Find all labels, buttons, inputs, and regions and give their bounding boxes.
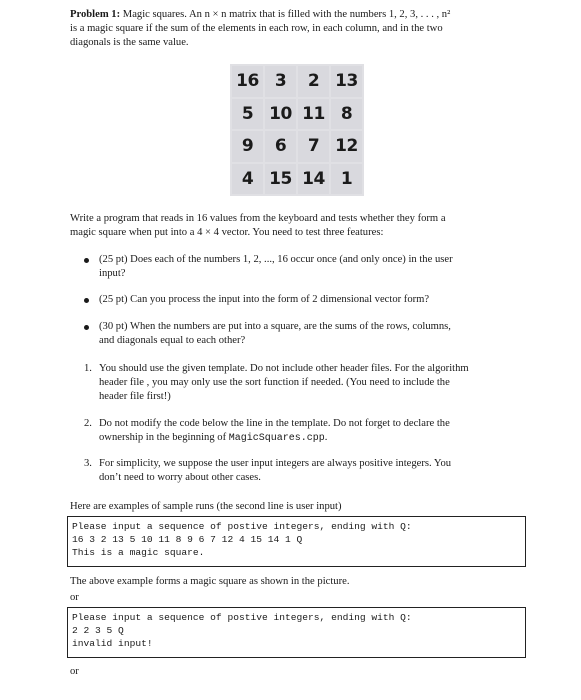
problem-intro <box>70 8 526 50</box>
intro-line-2: is a magic square if the sum of the elements in each row, in each column, and in the two <box>70 23 443 34</box>
code-line: This is a magic square. <box>72 547 205 558</box>
magic-square-cell: 14 <box>298 164 329 195</box>
note-text: Do not modify the code below the line in the template. Do not forget to declare the <box>99 418 450 429</box>
bullet-icon <box>84 258 89 263</box>
magic-square-cell: 11 <box>298 99 329 130</box>
magic-square-cell: 15 <box>265 164 296 195</box>
feature-item <box>84 293 526 307</box>
note-text: You should use the given template. Do not include other header files. For the algorithm <box>99 363 469 374</box>
magic-square-cell: 8 <box>331 99 362 130</box>
note-text <box>99 431 526 446</box>
code-line: invalid input! <box>72 638 153 649</box>
bullet-icon <box>84 298 89 303</box>
task-line-1: Write a program that reads in 16 values from the keyboard and tests whether they form a <box>70 213 446 224</box>
intro-line-3: diagonals is the same value. <box>70 37 189 48</box>
code-line: 16 3 2 13 5 10 11 8 9 6 7 12 4 15 14 1 Q <box>72 534 303 545</box>
magic-square-figure <box>230 64 364 196</box>
magic-square-cell: 9 <box>232 131 263 162</box>
code-line: Please input a sequence of postive integers, ending with Q: <box>72 521 412 532</box>
sample-run-2 <box>67 607 526 658</box>
magic-square-cell: 7 <box>298 131 329 162</box>
examples-intro: Here are examples of sample runs (the second line is user input) <box>70 501 342 512</box>
note-text: header file first!) <box>99 391 171 402</box>
intro-line-1 <box>70 8 526 22</box>
task-description <box>70 212 526 240</box>
feature-item <box>84 253 526 281</box>
intro-text-1: Magic squares. An n × n matrix that is filled with the numbers 1, 2, 3, . . . , n² <box>120 9 451 20</box>
feature-item <box>84 320 526 348</box>
magic-square-cell: 6 <box>265 131 296 162</box>
magic-square-cell: 16 <box>232 66 263 97</box>
magic-square-cell: 12 <box>331 131 362 162</box>
note-number: 1. <box>84 363 92 374</box>
after-run-1-text: The above example forms a magic square as shown in the picture. <box>70 576 350 587</box>
code-line: 2 2 3 5 Q <box>72 625 124 636</box>
magic-square-cell: 4 <box>232 164 263 195</box>
note-text-part: ownership in the beginning of <box>99 432 229 443</box>
or-separator-2: or <box>70 666 79 677</box>
magic-square-cell: 2 <box>298 66 329 97</box>
or-separator-1: or <box>70 592 79 603</box>
note-number: 2. <box>84 418 92 429</box>
filename-code: MagicSquares.cpp <box>228 433 325 444</box>
note-item <box>84 362 526 404</box>
note-number: 3. <box>84 458 92 469</box>
magic-square-cell: 5 <box>232 99 263 130</box>
note-text-part: . <box>324 432 328 443</box>
code-line: Please input a sequence of postive integers, ending with Q: <box>72 612 412 623</box>
feature-text: (30 pt) When the numbers are put into a square, are the sums of the rows, columns, <box>99 321 451 332</box>
magic-square-cell: 3 <box>265 66 296 97</box>
magic-square-cell: 10 <box>265 99 296 130</box>
feature-text: (25 pt) Can you process the input into the form of 2 dimensional vector form? <box>99 294 430 305</box>
note-item <box>84 457 526 485</box>
note-item <box>84 417 526 446</box>
magic-square-cell: 13 <box>331 66 362 97</box>
feature-text: and diagonals equal to each other? <box>99 335 246 346</box>
note-text: header file , you may only use the sort function if needed. (You need to include the <box>99 377 450 388</box>
sample-run-1 <box>67 516 526 567</box>
bullet-icon <box>84 325 89 330</box>
feature-text: (25 pt) Does each of the numbers 1, 2, ..., 16 occur once (and only once) in the user <box>99 254 453 265</box>
note-text: don’t need to worry about other cases. <box>99 472 261 483</box>
note-text: For simplicity, we suppose the user input integers are always positive integers. You <box>99 458 452 469</box>
problem-heading: Problem 1: <box>70 9 121 20</box>
task-line-2: magic square when put into a 4 × 4 vector. You need to test three features: <box>70 227 384 238</box>
magic-square-cell: 1 <box>331 164 362 195</box>
feature-text: input? <box>99 268 126 279</box>
